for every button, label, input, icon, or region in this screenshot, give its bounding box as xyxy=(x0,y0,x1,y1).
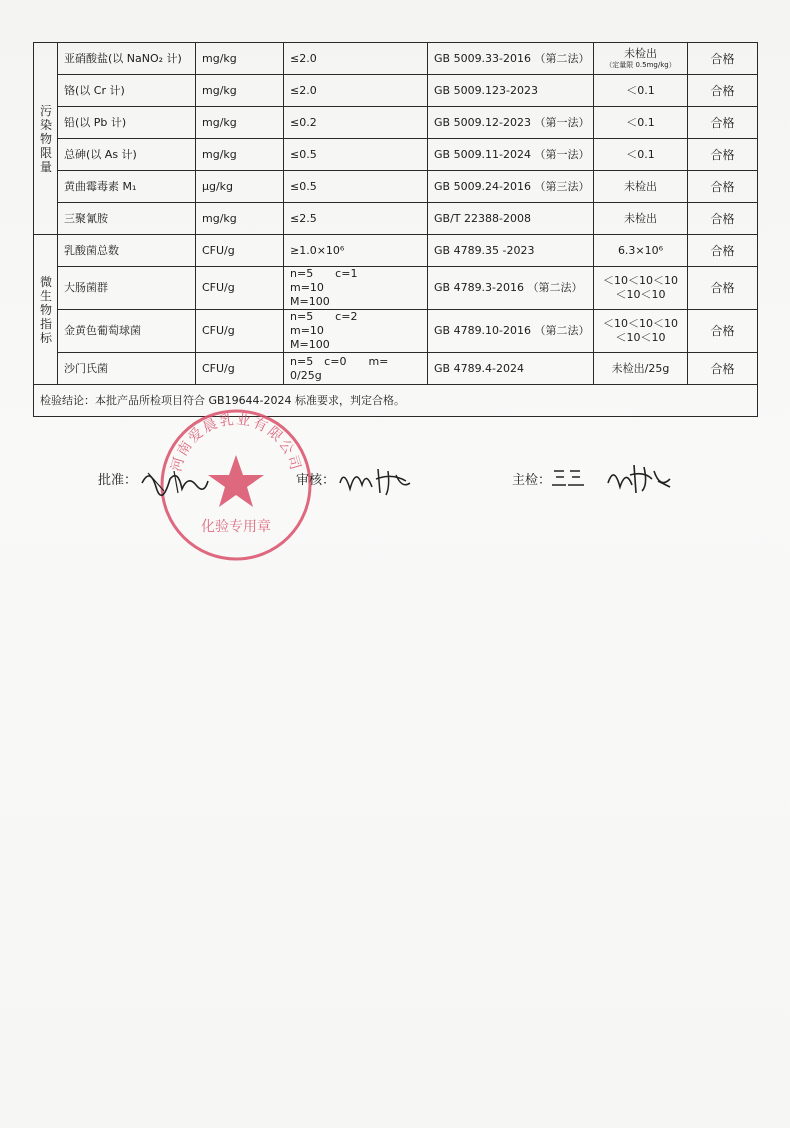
requirement-cell: n=5 c=0 m= 0/25g xyxy=(284,353,428,385)
result-line: ＜10＜10＜10 xyxy=(603,274,678,287)
unit-cell: CFU/g xyxy=(196,353,284,385)
requirement-cell: ≤0.5 xyxy=(284,139,428,171)
result-line: ＜10＜10 xyxy=(615,288,666,301)
verdict-cell: 合格 xyxy=(688,310,758,353)
table-row xyxy=(34,353,758,385)
result-cell: 未检出/25g xyxy=(594,353,688,385)
verdict-cell: 合格 xyxy=(688,107,758,139)
method-cell: GB 5009.33-2016 （第二法） xyxy=(428,43,594,75)
seal-dept-text: 化验专用章 xyxy=(201,519,271,535)
item-cell: 乳酸菌总数 xyxy=(58,235,196,267)
method-cell: GB 4789.4-2024 xyxy=(428,353,594,385)
item-cell: 三聚氰胺 xyxy=(58,203,196,235)
result-line: ＜10＜10 xyxy=(615,331,666,344)
table-row xyxy=(34,203,758,235)
table-row xyxy=(34,43,758,75)
review-label: 审核： xyxy=(296,473,336,488)
result-note: （定量限 0.5mg/kg） xyxy=(605,61,676,69)
unit-cell: mg/kg xyxy=(196,43,284,75)
table-row xyxy=(34,75,758,107)
result-cell xyxy=(594,43,688,75)
requirement-cell xyxy=(284,310,428,353)
result-cell: 6.3×10⁶ xyxy=(594,235,688,267)
item-cell: 黄曲霉毒素 M₁ xyxy=(58,171,196,203)
verdict-cell: 合格 xyxy=(688,353,758,385)
unit-cell: mg/kg xyxy=(196,107,284,139)
table-row xyxy=(34,267,758,310)
result-cell: 未检出 xyxy=(594,171,688,203)
result-cell: ＜0.1 xyxy=(594,107,688,139)
table-row xyxy=(34,235,758,267)
approve-label: 批准： xyxy=(98,473,138,488)
requirement-cell: ≤2.5 xyxy=(284,203,428,235)
item-cell: 总砷(以 As 计) xyxy=(58,139,196,171)
category-label: 微 生 物 指 标 xyxy=(40,274,53,345)
item-cell: 沙门氏菌 xyxy=(58,353,196,385)
category-contaminants xyxy=(34,43,58,235)
method-cell: GB 5009.12-2023 （第一法） xyxy=(428,107,594,139)
seal-org-text: 河南爱晨乳业有限公司 xyxy=(168,411,304,474)
table-row xyxy=(34,310,758,353)
result-cell: ＜0.1 xyxy=(594,75,688,107)
category-label: 污 染 物 限 量 xyxy=(40,103,53,174)
result-cell xyxy=(594,267,688,310)
result-cell xyxy=(594,310,688,353)
method-cell: GB 4789.35 -2023 xyxy=(428,235,594,267)
method-cell: GB 5009.11-2024 （第一法） xyxy=(428,139,594,171)
item-cell: 金黄色葡萄球菌 xyxy=(58,310,196,353)
unit-cell: CFU/g xyxy=(196,235,284,267)
unit-cell: mg/kg xyxy=(196,139,284,171)
approver-signature xyxy=(138,463,210,497)
unit-cell: μg/kg xyxy=(196,171,284,203)
requirement-line: M=100 xyxy=(290,295,330,308)
requirement-cell xyxy=(284,267,428,310)
item-cell: 铅(以 Pb 计) xyxy=(58,107,196,139)
verdict-cell: 合格 xyxy=(688,139,758,171)
inspector-signature-1 xyxy=(550,463,590,493)
verdict-cell: 合格 xyxy=(688,43,758,75)
requirement-cell: ≤0.2 xyxy=(284,107,428,139)
verdict-cell: 合格 xyxy=(688,75,758,107)
category-microbial xyxy=(34,235,58,385)
item-cell: 大肠菌群 xyxy=(58,267,196,310)
method-cell: GB 4789.3-2016 （第二法） xyxy=(428,267,594,310)
method-cell: GB 5009.123-2023 xyxy=(428,75,594,107)
reviewer-signature xyxy=(336,461,414,499)
method-cell: GB 4789.10-2016 （第二法） xyxy=(428,310,594,353)
conclusion-text: 检验结论：本批产品所检项目符合 GB19644-2024 标准要求，判定合格。 xyxy=(34,385,758,417)
requirement-line: n=5 c=2 m=10 xyxy=(290,310,391,337)
verdict-cell: 合格 xyxy=(688,203,758,235)
conclusion-row xyxy=(34,385,758,417)
inspection-table xyxy=(33,42,758,417)
requirement-cell: ≤2.0 xyxy=(284,75,428,107)
requirement-cell: ≤0.5 xyxy=(284,171,428,203)
requirement-line: n=5 c=1 m=10 xyxy=(290,267,391,294)
requirement-cell: ≥1.0×10⁶ xyxy=(284,235,428,267)
method-cell: GB/T 22388-2008 xyxy=(428,203,594,235)
inspector-label: 主检： xyxy=(512,473,552,488)
requirement-cell: ≤2.0 xyxy=(284,43,428,75)
result-cell: 未检出 xyxy=(594,203,688,235)
result-value: 未检出 xyxy=(624,47,657,60)
method-cell: GB 5009.24-2016 （第三法） xyxy=(428,171,594,203)
item-cell: 亚硝酸盐(以 NaNO₂ 计) xyxy=(58,43,196,75)
result-cell: ＜0.1 xyxy=(594,139,688,171)
verdict-cell: 合格 xyxy=(688,171,758,203)
verdict-cell: 合格 xyxy=(688,267,758,310)
unit-cell: CFU/g xyxy=(196,310,284,353)
item-cell: 铬(以 Cr 计) xyxy=(58,75,196,107)
result-line: ＜10＜10＜10 xyxy=(603,317,678,330)
verdict-cell: 合格 xyxy=(688,235,758,267)
table-row xyxy=(34,107,758,139)
requirement-line: M=100 xyxy=(290,338,330,351)
signature-row xyxy=(0,463,790,503)
unit-cell: mg/kg xyxy=(196,203,284,235)
inspector-signature-2 xyxy=(604,459,674,497)
unit-cell: CFU/g xyxy=(196,267,284,310)
unit-cell: mg/kg xyxy=(196,75,284,107)
table-row xyxy=(34,139,758,171)
table-row xyxy=(34,171,758,203)
